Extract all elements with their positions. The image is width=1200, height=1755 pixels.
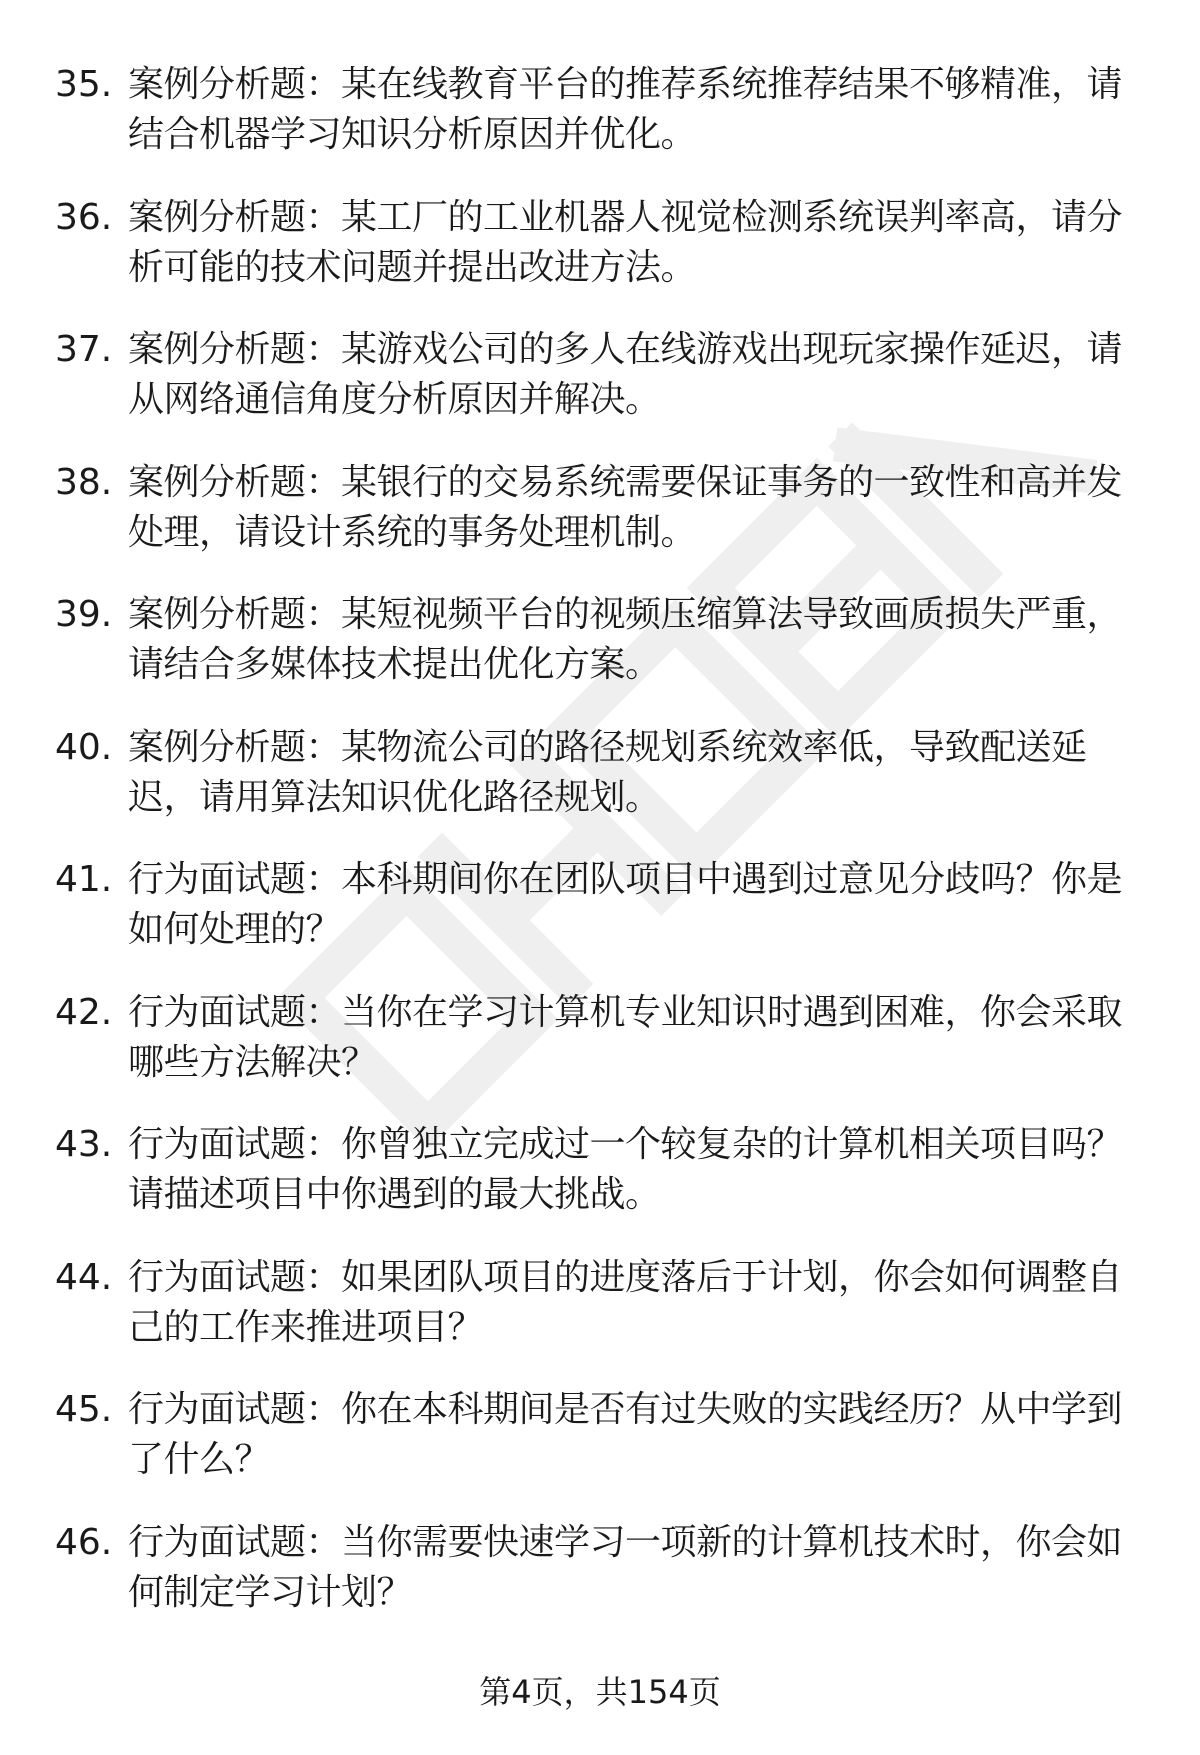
question-text	[128, 1518, 1148, 1618]
question-text-line: 行为面试题：你曾独立完成过一个较复杂的计算机相关项目吗？	[128, 1124, 1123, 1165]
question-text	[128, 325, 1148, 425]
question-number: 44.	[55, 1256, 113, 1298]
question-text-line: 请结合多媒体技术提出优化方案。	[128, 644, 661, 685]
question-text-line: 何制定学习计划？	[128, 1571, 413, 1613]
page-footer	[0, 1670, 1200, 1714]
page-number-label: 第4页，共154页	[479, 1673, 721, 1711]
question-item-43	[0, 1120, 1200, 1253]
question-number: 38.	[55, 461, 113, 503]
question-number: 35.	[55, 64, 113, 105]
question-number: 45.	[55, 1389, 113, 1430]
question-list	[0, 60, 1200, 1650]
question-text-line: 行为面试题：你在本科期间是否有过失败的实践经历？从中学到	[128, 1389, 1123, 1430]
question-number: 40.	[55, 726, 113, 768]
question-text	[128, 988, 1148, 1088]
question-item-45	[0, 1385, 1200, 1518]
question-text-line: 结合机器学习知识分析原因并优化。	[128, 114, 697, 155]
question-text	[128, 855, 1148, 955]
question-text-line: 哪些方法解决？	[128, 1041, 377, 1083]
question-text	[128, 1385, 1148, 1485]
question-number: 43.	[55, 1124, 113, 1165]
question-item-40	[0, 723, 1200, 856]
question-item-41	[0, 855, 1200, 988]
question-text-line: 迟，请用算法知识优化路径规划。	[128, 776, 661, 818]
question-number: 37.	[55, 329, 113, 370]
question-number: 46.	[55, 1521, 113, 1563]
question-text-line: 行为面试题：当你在学习计算机专业知识时遇到困难，你会采取	[128, 991, 1123, 1033]
question-item-37	[0, 325, 1200, 458]
question-text-line: 处理，请设计系统的事务处理机制。	[128, 511, 697, 553]
question-item-39	[0, 590, 1200, 723]
question-text-line: 己的工作来推进项目？	[128, 1306, 484, 1348]
question-text-line: 案例分析题：某银行的交易系统需要保证事务的一致性和高并发	[128, 461, 1123, 503]
question-text-line: 案例分析题：某物流公司的路径规划系统效率低，导致配送延	[128, 726, 1087, 768]
question-number: 39.	[55, 594, 113, 635]
question-text-line: 案例分析题：某工厂的工业机器人视觉检测系统误判率高，请分	[128, 196, 1123, 238]
question-text	[128, 458, 1148, 558]
question-item-36	[0, 193, 1200, 326]
question-text-line: 行为面试题：如果团队项目的进度落后于计划，你会如何调整自	[128, 1256, 1123, 1298]
question-text-line: 析可能的技术问题并提出改进方法。	[128, 246, 697, 288]
question-item-35	[0, 60, 1200, 193]
question-item-46	[0, 1518, 1200, 1651]
question-item-38	[0, 458, 1200, 591]
question-item-42	[0, 988, 1200, 1121]
question-number: 41.	[55, 859, 113, 900]
question-text-line: 案例分析题：某游戏公司的多人在线游戏出现玩家操作延迟，请	[128, 329, 1123, 370]
question-text	[128, 1253, 1148, 1353]
question-item-44	[0, 1253, 1200, 1386]
question-text	[128, 60, 1148, 160]
question-text-line: 如何处理的？	[128, 909, 342, 950]
question-text-line: 行为面试题：当你需要快速学习一项新的计算机技术时，你会如	[128, 1521, 1123, 1563]
question-text-line: 行为面试题：本科期间你在团队项目中遇到过意见分歧吗？你是	[128, 859, 1123, 900]
question-text	[128, 590, 1148, 690]
question-text	[128, 723, 1148, 823]
question-text-line: 案例分析题：某短视频平台的视频压缩算法导致画质损失严重，	[128, 594, 1123, 635]
question-text-line: 从网络通信角度分析原因并解决。	[128, 379, 661, 420]
question-text-line: 了什么？	[128, 1439, 271, 1480]
question-text	[128, 1120, 1148, 1220]
question-text-line: 案例分析题：某在线教育平台的推荐系统推荐结果不够精准，请	[128, 64, 1123, 105]
question-text	[128, 193, 1148, 293]
question-number: 36.	[55, 196, 113, 238]
question-number: 42.	[55, 991, 113, 1033]
question-text-line: 请描述项目中你遇到的最大挑战。	[128, 1174, 661, 1215]
